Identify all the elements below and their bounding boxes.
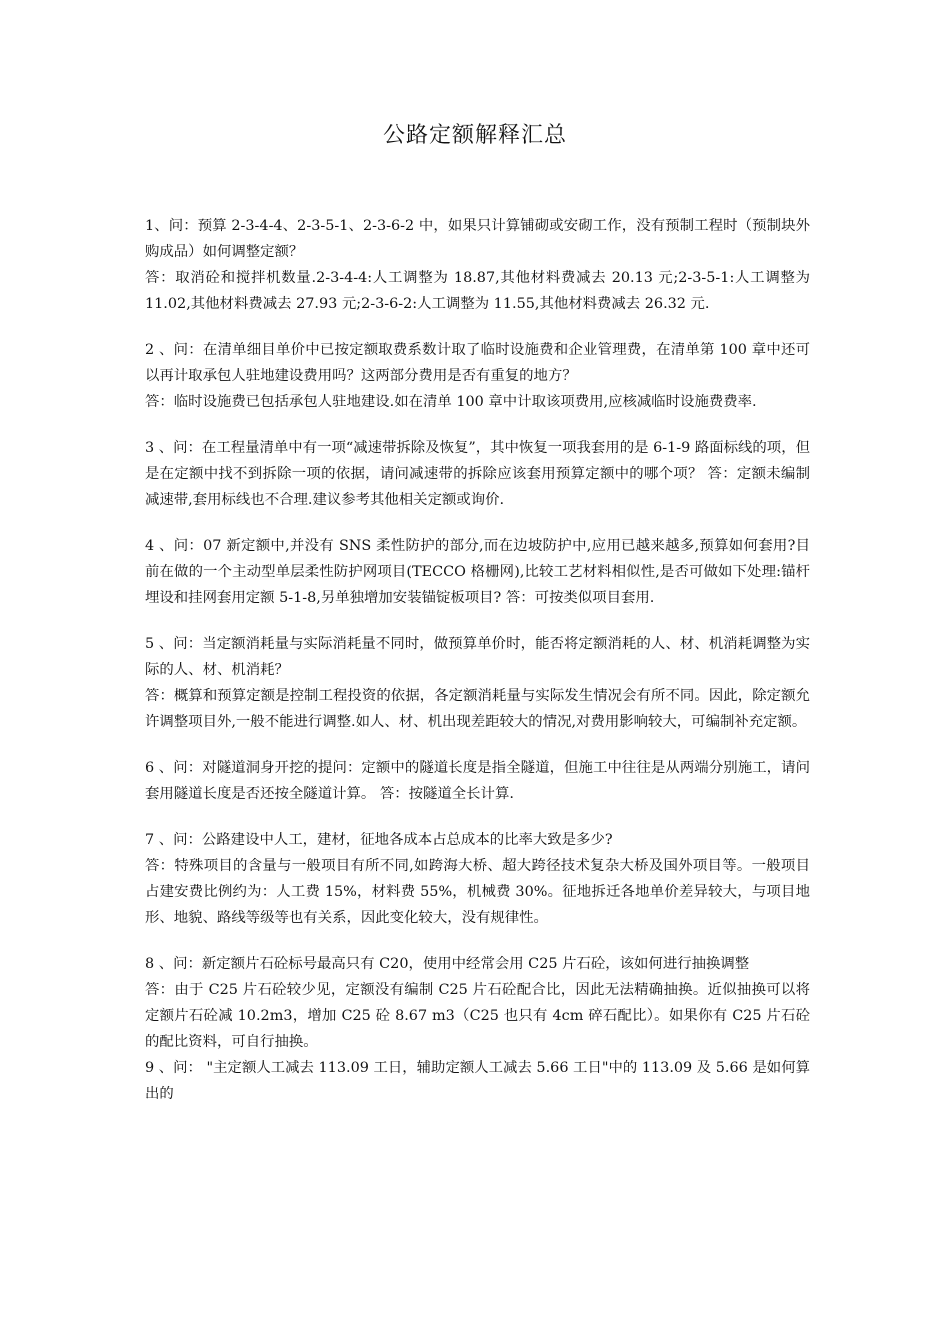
question-text: 7 、问：公路建设中人工，建材，征地各成本占总成本的比率大致是多少? (145, 832, 613, 848)
qa-item-8 (145, 951, 810, 1055)
document-title: 公路定额解释汇总 (382, 123, 567, 148)
qa-item-3 (145, 435, 810, 513)
question-text: 6 、问：对隧道洞身开挖的提问：定额中的隧道长度是指全隧道，但施工中往往是从两端分别施工，请问套用隧道长度是否还按全隧道计算。 答：按隧道全长计算. (145, 760, 810, 802)
question-text: 2 、问：在清单细目单价中已按定额取费系数计取了临时设施费和企业管理费，在清单第 100 章中还可以再计取承包人驻地建设费用吗？这两部分费用是否有重复的地方？ (145, 342, 810, 384)
question-text: 9 、问： "主定额人工减去 113.09 工日，辅助定额人工减去 5.66 工日"中的 113.09 及 5.66 是如何算出的 (145, 1060, 810, 1102)
question-text: 8 、问：新定额片石砼标号最高只有 C20，使用中经常会用 C25 片石砼，该如何进行抽换调整 (145, 956, 750, 972)
answer-text: 答：概算和预算定额是控制工程投资的依据，各定额消耗量与实际发生情况会有所不同。因此，除定额允许调整项目外,一般不能进行调整.如人、材、机出现差距较大的情况,对费用影响较大，可编制补充定额。 (145, 688, 810, 730)
qa-item-5 (145, 631, 810, 735)
answer-text: 答：由于 C25 片石砼较少见，定额没有编制 C25 片石砼配合比，因此无法精确抽换。近似抽换可以将定额片石砼减 10.2m3，增加 C25 砼 8.67 m3（C25 也只有 4cm 碎石配比）。如果你有 C25 片石砼的配比资料，可自行抽换。 (145, 982, 810, 1050)
answer-text: 答：取消砼和搅拌机数量.2-3-4-4:人工调整为 18.87,其他材料费减去 20.13 元;2-3-5-1:人工调整为 11.02,其他材料费减去 27.93 元;2-3-6-2:人工调整为 11.55,其他材料费减去 26.32 元. (145, 270, 810, 312)
question-text: 5 、问：当定额消耗量与实际消耗量不同时，做预算单价时，能否将定额消耗的人、材、机消耗调整为实际的人、材、机消耗？ (145, 636, 810, 678)
qa-item-7 (145, 827, 810, 931)
qa-item-1 (145, 213, 810, 317)
question-text: 4 、问：07 新定额中,并没有 SNS 柔性防护的部分,而在边坡防护中,应用已越来越多,预算如何套用?目前在做的一个主动型单层柔性防护网项目(TECCO 格栅网),比较工艺材料相似性,是否可做如下处理:锚杆埋设和挂网套用定额 5-1-8,另单独增加安装锚锭板项目? 答：可按类似项目套用. (145, 538, 810, 606)
qa-item-9 (145, 1055, 810, 1107)
qa-item-6 (145, 755, 810, 807)
question-text: 3 、问：在工程量清单中有一项“减速带拆除及恢复”，其中恢复一项我套用的是 6-1-9 路面标线的项，但是在定额中找不到拆除一项的依据，请问减速带的拆除应该套用预算定额中的哪个项？ 答：定额未编制减速带,套用标线也不合理.建议参考其他相关定额或询价. (145, 440, 810, 508)
answer-text: 答：特殊项目的含量与一般项目有所不同,如跨海大桥、超大跨径技术复杂大桥及国外项目等。一般项目占建安费比例约为：人工费 15%，材料费 55%，机械费 30%。征地拆迁各地单价差异较大，与项目地形、地貌、路线等级等也有关系，因此变化较大，没有规律性。 (145, 858, 810, 926)
document-body (145, 213, 810, 1107)
qa-item-2 (145, 337, 810, 415)
qa-item-4 (145, 533, 810, 611)
question-text: 1、问：预算 2-3-4-4、2-3-5-1、2-3-6-2 中，如果只计算铺砌或安砌工作，没有预制工程时（预制块外购成品）如何调整定额？ (145, 218, 810, 260)
answer-text: 答：临时设施费已包括承包人驻地建设.如在清单 100 章中计取该项费用,应核减临时设施费费率. (145, 394, 757, 410)
